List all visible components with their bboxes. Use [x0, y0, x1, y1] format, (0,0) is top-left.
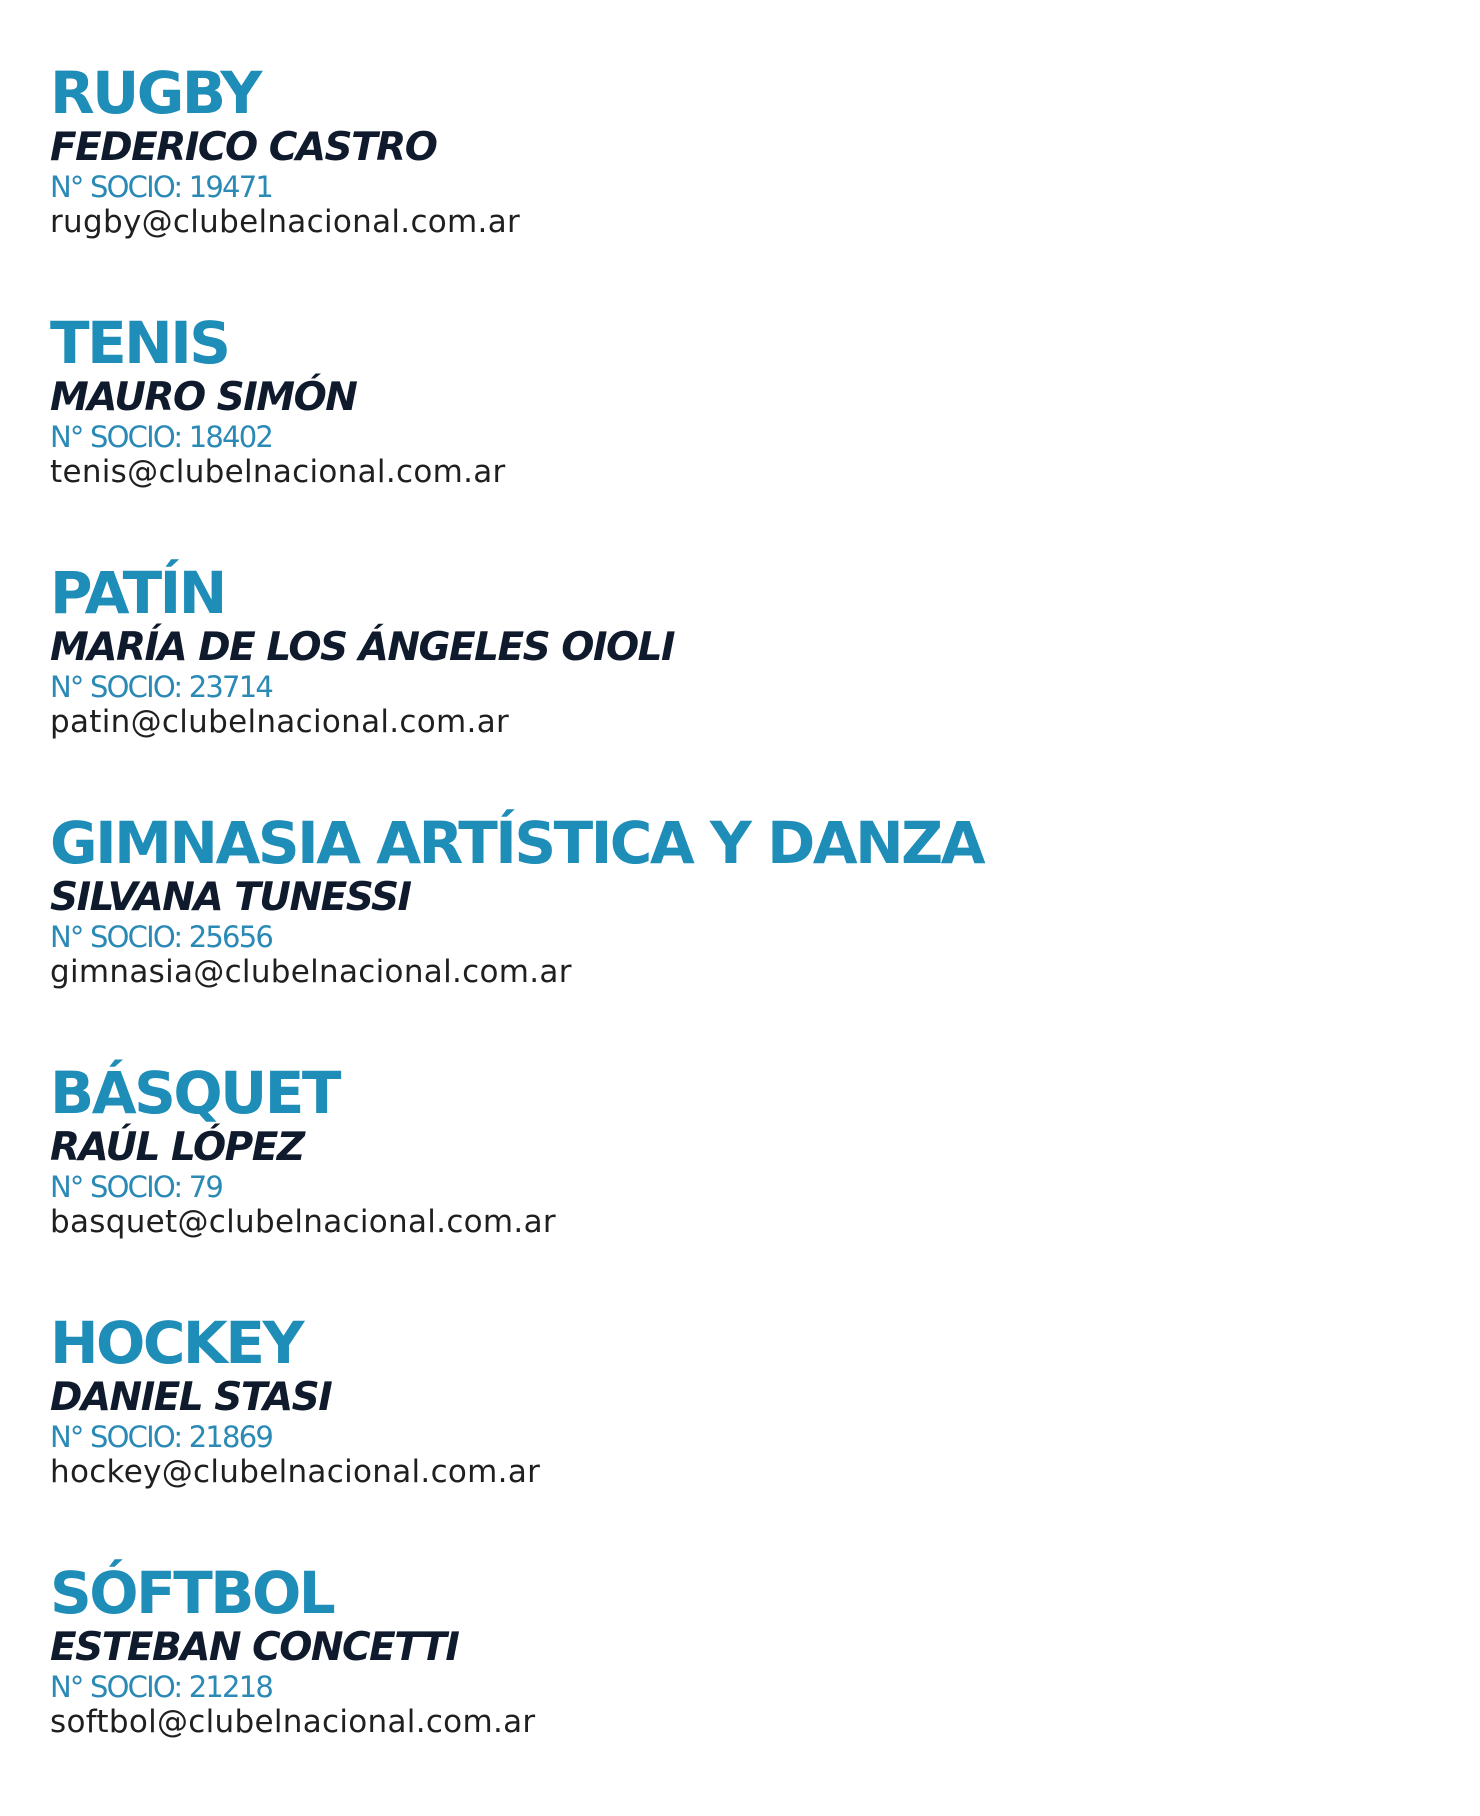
- sport-heading: SÓFTBOL: [50, 1559, 334, 1627]
- contact-name: FEDERICO CASTRO: [50, 125, 437, 170]
- socio-number: N° SOCIO: 19471: [50, 170, 273, 204]
- socio-number: N° SOCIO: 25656: [50, 920, 273, 954]
- sport-heading: HOCKEY: [50, 1309, 302, 1377]
- contact-name: DANIEL STASI: [50, 1375, 332, 1420]
- contact-entry-basquet: [50, 1060, 1450, 1310]
- contact-email: tenis@clubelnacional.com.ar: [50, 454, 506, 490]
- sport-heading: TENIS: [50, 309, 229, 377]
- contact-name: SILVANA TUNESSI: [50, 875, 411, 920]
- contact-email: rugby@clubelnacional.com.ar: [50, 204, 521, 240]
- contact-name: MAURO SIMÓN: [50, 375, 357, 420]
- contact-entry-hockey: [50, 1310, 1450, 1560]
- contact-entry-patin: [50, 560, 1450, 810]
- contact-entry-gimnasia: [50, 810, 1450, 1060]
- socio-number: N° SOCIO: 21869: [50, 1420, 273, 1454]
- sport-heading: RUGBY: [50, 59, 260, 127]
- contact-email: softbol@clubelnacional.com.ar: [50, 1704, 536, 1740]
- sport-heading: GIMNASIA ARTÍSTICA Y DANZA: [50, 809, 984, 877]
- contact-list: [50, 60, 1450, 1810]
- contact-email: hockey@clubelnacional.com.ar: [50, 1454, 541, 1490]
- socio-number: N° SOCIO: 21218: [50, 1670, 273, 1704]
- contact-entry-rugby: [50, 60, 1450, 310]
- contact-email: patin@clubelnacional.com.ar: [50, 704, 510, 740]
- socio-number: N° SOCIO: 18402: [50, 420, 273, 454]
- contact-entry-softbol: [50, 1560, 1450, 1810]
- contact-name: RAÚL LÓPEZ: [50, 1125, 304, 1170]
- socio-number: N° SOCIO: 79: [50, 1170, 223, 1204]
- contact-email: basquet@clubelnacional.com.ar: [50, 1204, 556, 1240]
- contact-email: gimnasia@clubelnacional.com.ar: [50, 954, 572, 990]
- contact-name: MARÍA DE LOS ÁNGELES OIOLI: [50, 625, 674, 670]
- socio-number: N° SOCIO: 23714: [50, 670, 273, 704]
- contact-entry-tenis: [50, 310, 1450, 560]
- contact-name: ESTEBAN CONCETTI: [50, 1625, 459, 1670]
- sport-heading: BÁSQUET: [50, 1059, 339, 1127]
- sport-heading: PATÍN: [50, 559, 225, 627]
